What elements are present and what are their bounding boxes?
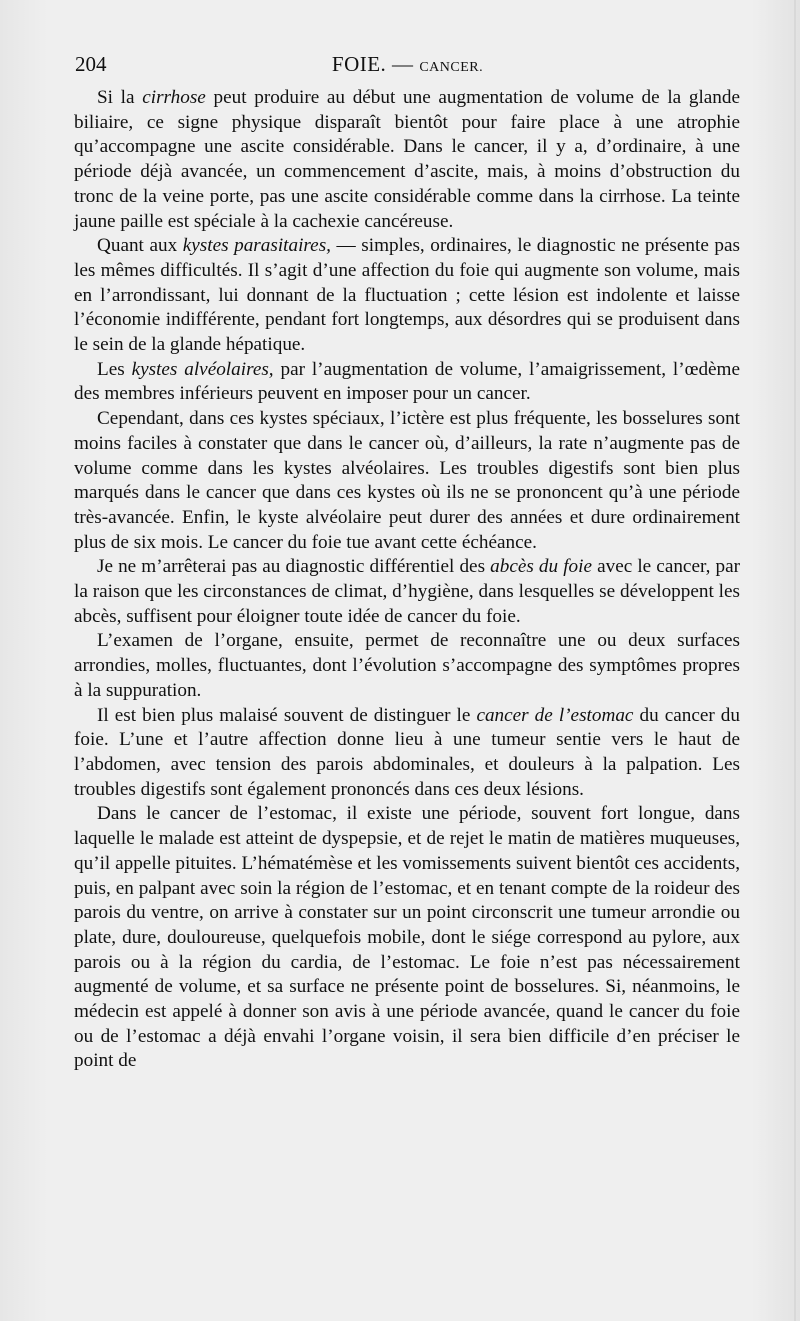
text-run: Dans le cancer de l’estomac, il existe une période, souvent fort longue, dans laquelle le malade est atteint de dyspepsie, et de rejet le matin de matières muqueuses, qu’il appelle pituites. L’hématémèse et les vomissements suivent bientôt ces accidents, puis, en palpant avec soin la région de l’estomac, et en tenant compte de la roideur des parois du ventre, on arrive à constater sur un point circonscrit une tumeur arrondie ou plate, dure, douloureuse, quelquefois mobile, dont le siége correspond au pylore, aux parois ou à la région du cardia, de l’estomac. Le foie n’est pas nécessairement augmenté de volume, et sa surface ne présente point de bosselures. Si, néanmoins, le médecin est appelé à donner son avis à une période avancée, quand le cancer du foie ou de l’estomac a déjà envahi l’organe voisin, il sera bien difficile d’en préciser le point de	[74, 803, 740, 1072]
italic-term: cancer de l’estomac	[476, 704, 634, 726]
running-title	[75, 52, 740, 77]
paragraph	[74, 704, 740, 803]
text-run: Quant aux	[97, 235, 183, 257]
text-run: Cependant, dans ces kystes spéciaux, l’ictère est plus fréquente, les bosselures sont moins faciles à constater que dans le cancer où, d’ailleurs, la rate n’augmente pas de volume comme dans les kystes alvéolaires. Les troubles digestifs sont bien plus marqués dans le cancer que dans ces kystes où ils ne se prononcent qu’à une période très-avancée. Enfin, le kyste alvéolaire peut durer des années et dure ordinairement plus de six mois. Le cancer du foie tue avant cette échéance.	[74, 408, 740, 553]
paragraph	[74, 234, 740, 358]
text-run: avec le cancer, par la raison que les circonstances de climat, d’hygiène, dans lesquelles se développent les abcès, suffisent pour éloigner toute idée de cancer du foie.	[74, 556, 740, 627]
page-number: 204	[75, 52, 107, 76]
paragraph	[74, 802, 740, 1074]
paragraph	[74, 555, 740, 629]
text-run: Je ne m’arrêterai pas au diagnostic différentiel des	[97, 556, 491, 578]
running-title-sub: CANCER.	[419, 60, 484, 75]
text-run: Il est bien plus malaisé souvent de distinguer le	[97, 704, 477, 726]
italic-term: kystes alvéolaires,	[131, 358, 274, 380]
page-edge	[794, 0, 796, 1321]
italic-term: abcès du foie	[490, 556, 592, 578]
italic-term: kystes parasitaires,	[182, 235, 331, 257]
paragraph	[74, 629, 740, 703]
text-run: — simples, ordinaires, le diagnostic ne présente pas les mêmes difficultés. Il s’agit d’une affection du foie qui augmente son volume, mais en l’arrondissant, lui donnant de la fluctuation ; cette lésion est indolente et laisse l’économie indifférente, pendant fort longtemps, aux désordres qui se produisent dans le sein de la glande hépatique.	[74, 235, 740, 356]
running-header	[75, 52, 740, 78]
italic-term: cirrhose	[142, 87, 206, 108]
paragraph	[74, 86, 740, 234]
text-run: peut produire au début une augmentation de volume de la glande biliaire, ce signe physique disparaît bientôt pour faire place à une atrophie qu’accompagne une ascite considérable. Dans le cancer, il y a, d’ordinaire, à une période déjà avancée, un commencement d’ascite, mais, à moins d’obstruction du tronc de la veine porte, pas une ascite considérable comme dans la cirrhose. La teinte jaune paille est spéciale à la cachexie cancéreuse.	[74, 87, 740, 232]
running-title-main: FOIE. —	[331, 52, 414, 76]
text-run: L’examen de l’organe, ensuite, permet de reconnaître une ou deux surfaces arrondies, molles, fluctuantes, dont l’évolution s’accompagne des symptômes propres à la suppuration.	[74, 630, 740, 701]
text-run: du cancer du foie. L’une et l’autre affection donne lieu à une tumeur sentie vers le haut de l’abdomen, avec tension des parois abdominales, et douleurs à la palpation. Les troubles digestifs sont également prononcés dans ces deux lésions.	[74, 704, 740, 800]
text-run: Les	[97, 358, 132, 380]
text-run: Si la	[97, 87, 143, 108]
text-run: par l’augmentation de volume, l’amaigrissement, l’œdème des membres inférieurs peuvent en imposer pour un cancer.	[74, 358, 740, 405]
paragraph	[74, 358, 740, 407]
body-text	[74, 86, 740, 1074]
paragraph	[74, 407, 740, 555]
